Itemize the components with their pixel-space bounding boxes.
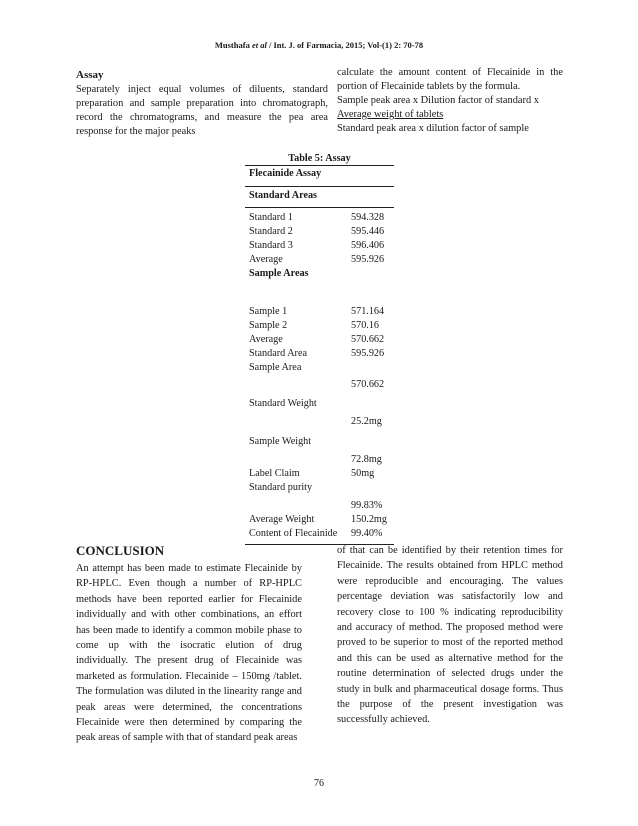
table-row: 99.83% — [351, 500, 383, 511]
table-row: Content of Flecainide 99.40% — [249, 528, 383, 539]
table-row: Average 570.662 — [249, 334, 385, 345]
table-row: Sample Area — [249, 362, 302, 373]
table-row: Sample 2 570.16 — [249, 320, 380, 331]
conclusion-left-column — [76, 561, 302, 746]
table-row: Standard Weight — [249, 398, 317, 409]
table-row: Standard 2 595.446 — [249, 226, 385, 237]
running-header — [0, 40, 638, 50]
table-row: Standard purity — [249, 482, 313, 493]
assay-right-column — [337, 66, 563, 136]
assay-heading: Assay — [76, 69, 104, 81]
table-row: Average 595.926 — [249, 254, 385, 265]
table-title: Flecainide Assay — [249, 168, 322, 179]
conclusion-heading: CONCLUSION — [76, 543, 165, 558]
assay-table — [245, 152, 394, 545]
table-row: Standard 3 596.406 — [249, 240, 385, 251]
formula-line-1: Sample peak area x Dilution factor of standard x — [337, 95, 539, 106]
table-row: Label Claim 50mg — [249, 468, 375, 479]
sample-areas-heading: Sample Areas — [249, 268, 309, 279]
assay-left-text: Separately inject equal volumes of diluents, standard preparation and sample preparation into chromatograph, record the chromatograms, and measure the pea area response for the major peaks — [76, 84, 328, 137]
header-authors: Musthafa — [214, 40, 250, 50]
table-row: Standard Area 595.926 — [249, 348, 385, 359]
table-row: 72.8mg — [351, 454, 382, 465]
conclusion-right-column — [337, 543, 563, 728]
header-journal: / Int. J. of Farmacia, 2015; Vol-(1) 2: 70-78 — [266, 40, 424, 50]
table-title-row — [245, 166, 394, 182]
formula-line-3: Standard peak area x dilution factor of sample — [337, 123, 529, 134]
page-number: 76 — [314, 778, 324, 789]
sample-areas-row — [245, 267, 394, 281]
table-row: Standard 1 594.328 — [249, 212, 385, 223]
standard-areas-row — [245, 187, 394, 205]
table-caption: Table 5: Assay — [288, 153, 351, 164]
assay-right-text: calculate the amount content of Flecainide in the portion of Flecainide tablets by the formula. — [337, 67, 563, 92]
table-row: Average Weight 150.2mg — [249, 514, 387, 525]
assay-left-column — [76, 68, 328, 139]
conclusion-right-text: of that can be identified by their retention times for Flecainide. The results obtained from HPLC method were reproducible and encouraging. The values percentage deviation was satisfactorily low and recovery close to 100 % indicating reproducibility and accuracy of method. The proposed method were proved to be superior to most of the reported method and this can be used as alternative method for the routine determination of selected drugs under the study in bulk and pharmaceutical dosage forms. Thus the purpose of the present investigation was successfully achieved. — [337, 545, 563, 726]
conclusion-left-text: An attempt has been made to estimate Flecainide by RP-HPLC. Even though a number of RP-HPLC methods have been reported earlier for Flecainide individually and with other combinations, an effort has been made to identify a common mobile phase to come up with the isocratic elution of drug individually. The present drug of Flecainide was marketed as formulation. Flecainide – 150mg /tablet. The formulation was diluted in the linearity range and peak areas were determined, the concentrations Flecainide were then determined by comparing the peak areas of sample with that of standard peak areas — [76, 563, 302, 744]
header-etal: et al — [249, 40, 267, 50]
standard-areas-heading: Standard Areas — [249, 190, 318, 201]
formula-line-2: Average weight of tablets — [337, 109, 444, 120]
table-row: Sample 1 571.164 — [249, 306, 385, 317]
table-row: 25.2mg — [351, 416, 382, 427]
table-row: Sample Weight — [249, 436, 312, 447]
table-row: 570.662 — [351, 379, 385, 390]
